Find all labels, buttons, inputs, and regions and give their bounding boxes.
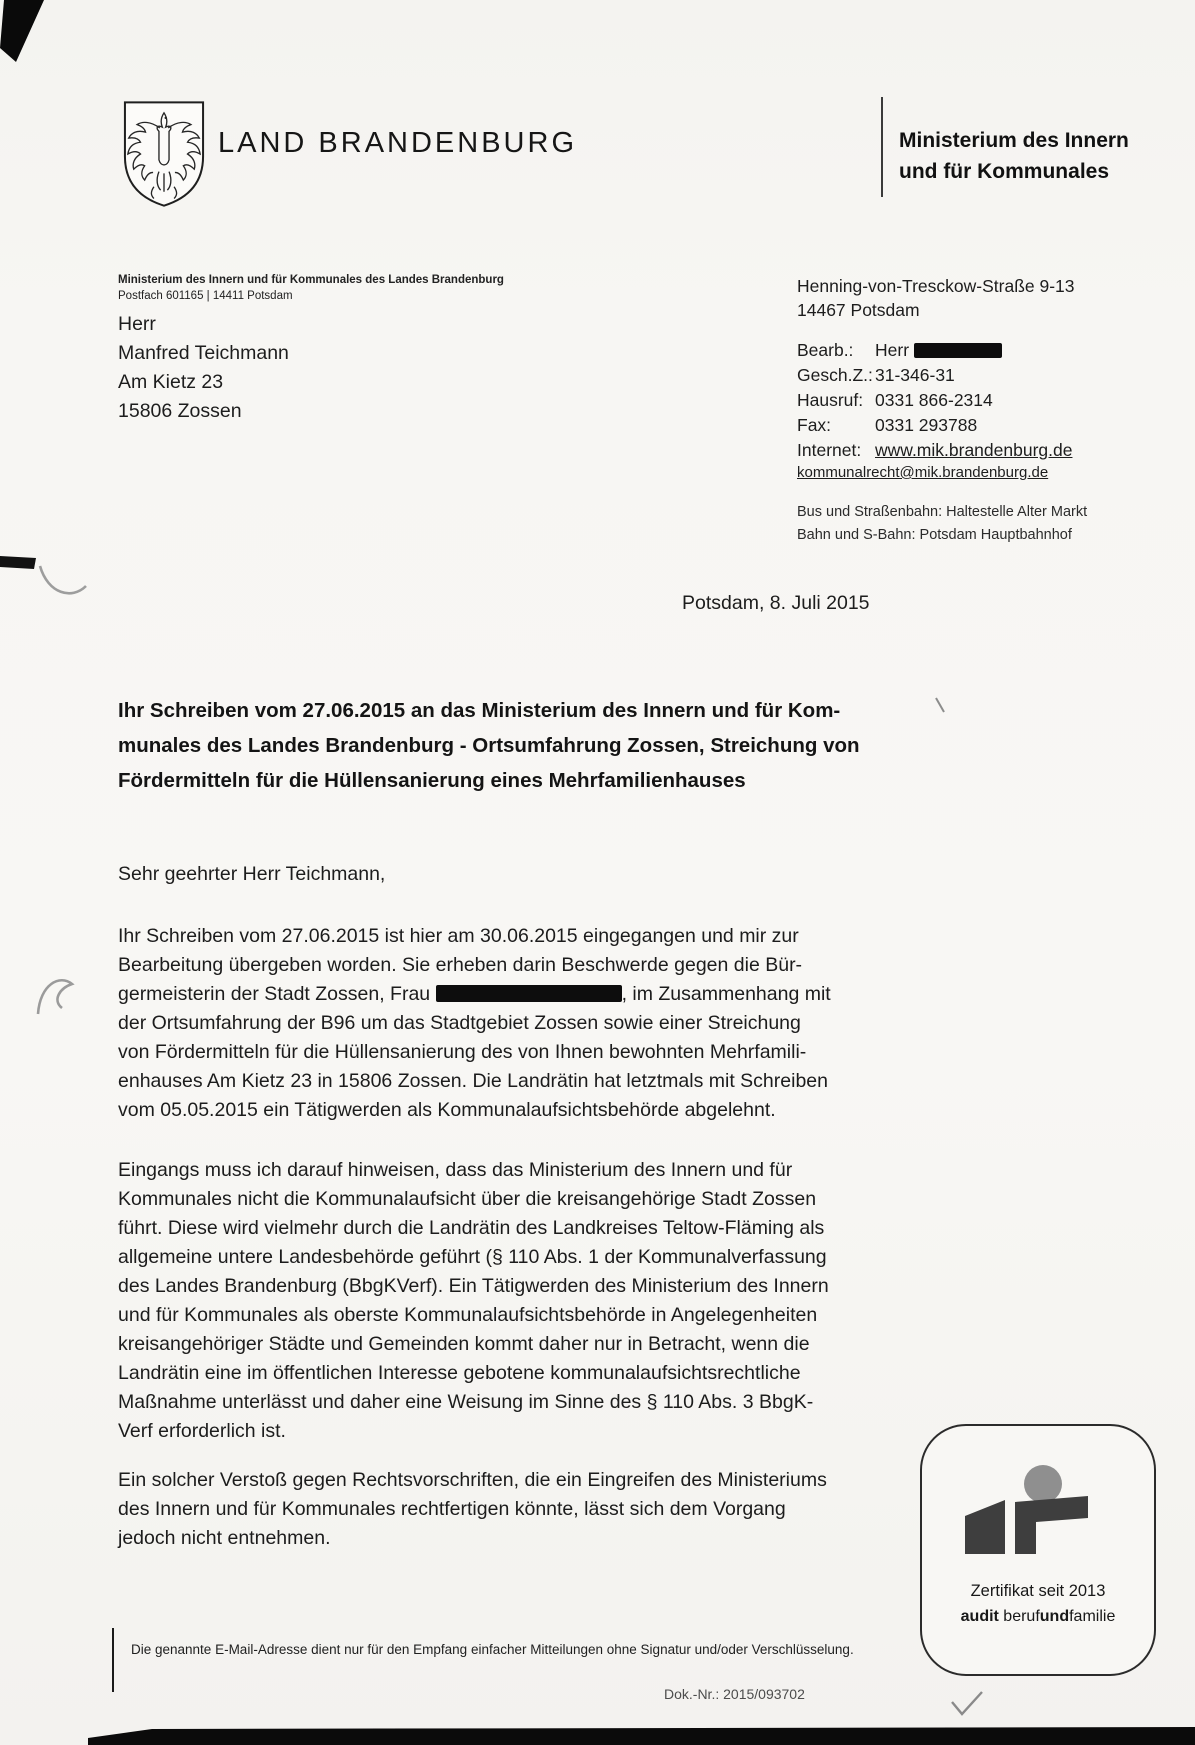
hausruf-label: Hausruf: xyxy=(797,390,864,410)
internet-label: Internet: xyxy=(797,440,862,460)
body-line: und für Kommunales als oberste Kommunalaufsichtsbehörde in Angelegenheiten xyxy=(118,1304,818,1326)
paragraph-1 xyxy=(118,922,831,1125)
body-line: führt. Diese wird vielmehr durch die Landrätin des Landkreises Teltow-Fläming als xyxy=(118,1217,825,1239)
body-line: des Landes Brandenburg (BbgKVerf). Ein Tätigwerden des Ministerium des Innern xyxy=(118,1275,829,1297)
bearbeiter-label: Bearb.: xyxy=(797,340,854,360)
certificate-year-text: Zertifikat seit 2013 xyxy=(970,1582,1106,1600)
website-link: www.mik.brandenburg.de xyxy=(875,440,1073,460)
corner-smudge xyxy=(0,0,44,62)
transit-info-bus: Bus und Straßenbahn: Haltestelle Alter Markt xyxy=(797,504,1088,520)
land-brandenburg-wordmark: LAND BRANDENBURG xyxy=(218,127,577,159)
body-line: enhauses Am Kietz 23 in 15806 Zossen. Die Landrätin hat letztmals mit Schreiben xyxy=(118,1070,828,1092)
contact-row-hausruf xyxy=(797,388,1072,413)
geschz-label: Gesch.Z.: xyxy=(797,365,873,385)
contact-row-internet xyxy=(797,438,1072,463)
redaction-bar-bearbeiter xyxy=(914,343,1002,358)
body-line: Kommunales nicht die Kommunalaufsicht über die kreisangehörige Stadt Zossen xyxy=(118,1188,817,1210)
contact-row-geschz xyxy=(797,363,1072,388)
bottom-scan-bar xyxy=(88,1727,1195,1745)
body-line: Bearbeitung übergeben worden. Sie erheben darin Beschwerde gegen die Bür- xyxy=(118,954,803,976)
body-line-redacted: germeisterin der Stadt Zossen, Frau , im Zusammenhang mit xyxy=(118,983,831,1005)
contact-rows xyxy=(797,338,1072,463)
ministry-name xyxy=(899,125,1129,187)
transit-info-bahn: Bahn und S-Bahn: Potsdam Hauptbahnhof xyxy=(797,527,1072,543)
office-street: Henning-von-Tresckow-Straße 9-13 xyxy=(797,276,1075,296)
recipient-city: 15806 Zossen xyxy=(118,400,242,422)
recipient-name: Manfred Teichmann xyxy=(118,342,289,364)
ministry-line1: Ministerium des Innern xyxy=(899,129,1129,152)
header-divider xyxy=(881,97,883,197)
hausruf-value: 0331 866-2314 xyxy=(875,390,993,410)
fax-label: Fax: xyxy=(797,415,832,435)
paragraph-3 xyxy=(118,1466,827,1553)
recipient-address xyxy=(118,310,289,426)
body-line: kreisangehöriger Städte und Gemeinden kommt daher nur in Betracht, wenn die xyxy=(118,1333,810,1355)
contact-row-bearbeiter xyxy=(797,338,1072,363)
subject-block xyxy=(118,693,860,798)
fax-value: 0331 293788 xyxy=(875,415,978,435)
audit-berufundfamilie-badge xyxy=(920,1424,1156,1676)
body-line: der Ortsumfahrung der B96 um das Stadtgebiet Zossen sowie einer Streichung xyxy=(118,1012,801,1034)
brandenburg-coat-of-arms xyxy=(122,99,206,209)
check-mark-bottom xyxy=(952,1692,982,1714)
subject-line: Fördermitteln für die Hüllensanierung eines Mehrfamilienhauses xyxy=(118,769,746,792)
footer-rule xyxy=(112,1628,114,1692)
pencil-swirl-middle xyxy=(38,980,72,1014)
document-number: Dok.-Nr.: 2015/093702 xyxy=(664,1686,805,1702)
body-line: Verf erforderlich ist. xyxy=(118,1420,286,1442)
body-line: allgemeine untere Landesbehörde geführt (§ 110 Abs. 1 der Kommunalverfassung xyxy=(118,1246,827,1268)
return-address-line: Ministerium des Innern und für Kommunales des Landes Brandenburg xyxy=(118,274,504,286)
bearbeiter-value: Herr xyxy=(875,338,1002,363)
tick-mark-subject xyxy=(936,698,944,712)
ministry-line2: und für Kommunales xyxy=(899,160,1110,183)
body-line: Landrätin eine im öffentlichen Interesse gebotene kommunalaufsichtsrechtliche xyxy=(118,1362,801,1384)
footer-note: Die genannte E-Mail-Adresse dient nur für den Empfang einfacher Mitteilungen ohne Signatur und/oder Verschlüsselung. xyxy=(131,1642,854,1657)
body-line: von Fördermitteln für die Hüllensanierung des von Ihnen bewohnten Mehrfamili- xyxy=(118,1041,807,1063)
subject-line: Ihr Schreiben vom 27.06.2015 an das Ministerium des Innern und für Kom- xyxy=(118,699,841,722)
body-line: des Innern und für Kommunales rechtfertigen könnte, lässt sich dem Vorgang xyxy=(118,1498,786,1520)
office-city: 14467 Potsdam xyxy=(797,300,920,320)
date-line: Potsdam, 8. Juli 2015 xyxy=(682,592,870,614)
paragraph-2 xyxy=(118,1156,829,1446)
left-edge-mark xyxy=(0,556,36,569)
subject-line: munales des Landes Brandenburg - Ortsumfahrung Zossen, Streichung von xyxy=(118,734,860,757)
body-line: Ein solcher Verstoß gegen Rechtsvorschriften, die ein Eingreifen des Ministeriums xyxy=(118,1469,827,1491)
return-address-postbox: Postfach 601165 | 14411 Potsdam xyxy=(118,290,293,302)
pencil-swirl-top xyxy=(40,566,86,593)
recipient-salutation: Herr xyxy=(118,313,156,335)
salutation: Sehr geehrter Herr Teichmann, xyxy=(118,863,386,885)
email-link: kommunalrecht@mik.brandenburg.de xyxy=(797,464,1049,481)
recipient-street: Am Kietz 23 xyxy=(118,371,224,393)
berufundfamilie-logo-icon xyxy=(922,1426,1150,1576)
body-line: vom 05.05.2015 ein Tätigwerden als Kommunalaufsichtsbehörde abgelehnt. xyxy=(118,1099,776,1121)
body-line: Maßnahme unterlässt und daher eine Weisung im Sinne des § 110 Abs. 3 BbgK- xyxy=(118,1391,814,1413)
certificate-brand-text: audit berufundfamilie xyxy=(960,1608,1116,1625)
body-line: Ihr Schreiben vom 27.06.2015 ist hier am 30.06.2015 eingegangen und mir zur xyxy=(118,925,799,947)
body-line: Eingangs muss ich darauf hinweisen, dass das Ministerium des Innern und für xyxy=(118,1159,793,1181)
contact-row-fax xyxy=(797,413,1072,438)
body-line: jedoch nicht entnehmen. xyxy=(118,1527,331,1549)
geschz-value: 31-346-31 xyxy=(875,365,955,385)
redaction-bar-name xyxy=(436,985,622,1002)
